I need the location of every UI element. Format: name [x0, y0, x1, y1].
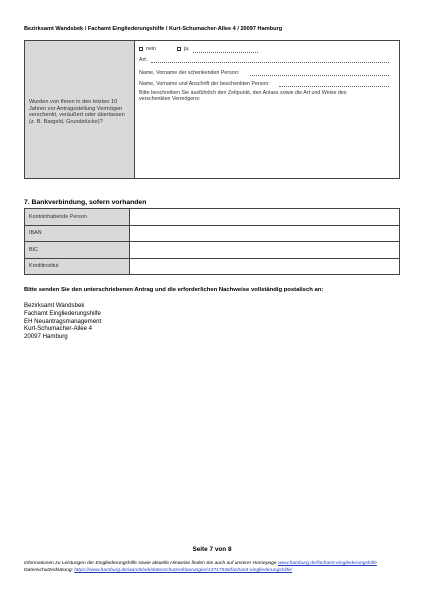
donor-field[interactable]	[250, 75, 389, 76]
bank-name-field[interactable]	[130, 258, 400, 275]
privacy-link[interactable]: https://www.hamburg.de/wandsbek/datenschutzerklaerungen/13717536/fachamt-eingliederungshilfe/	[74, 568, 293, 573]
address-line: Fachamt Eingliederungshilfe	[24, 309, 101, 317]
account-holder-field[interactable]	[130, 209, 400, 226]
option-no-label: nein	[146, 46, 157, 52]
bank-section-heading: 7. Bankverbindung, sofern vorhanden	[24, 199, 147, 206]
footer-info	[24, 561, 377, 566]
table-row	[25, 209, 400, 226]
donor-label: Name, Vorname der schenkenden Person:	[139, 70, 240, 76]
homepage-link[interactable]: www.hamburg.de/fachamt-eingliederungshilfe	[277, 561, 377, 566]
question-cell	[25, 41, 135, 178]
footer-privacy	[24, 568, 292, 573]
art-field[interactable]	[151, 62, 389, 63]
mailing-instruction: Bitte senden Sie den unterschriebenen Antrag und die erforderlichen Nachweise vollständig postalisch an:	[24, 287, 324, 293]
recipient-label: Name, Vorname und Anschrift der beschenkten Person:	[139, 81, 270, 87]
bank-row-label: BIC	[25, 242, 130, 259]
page-number: Seite 7 von 8	[192, 546, 232, 553]
recipient-field[interactable]	[279, 86, 389, 87]
table-row	[25, 258, 400, 275]
question-text: Wurden von Ihnen in den letzten 10 Jahren vor Antragsstellung Vermögen verschenkt, veräußert oder überlassen (z. B. Bargeld, Grundstücke)?	[29, 99, 125, 125]
asset-transfer-question-table	[24, 40, 400, 179]
option-yes-label: ja,	[184, 46, 190, 52]
bic-field[interactable]	[130, 242, 400, 259]
table-row	[25, 225, 400, 242]
footer-info-text: Informationen zu Leistungen der Eingliederungshilfe sowie aktuelle Hinweise finden Sie auch auf unserer Homepage	[24, 561, 277, 566]
address-line: Bezirksamt Wandsbek	[24, 302, 85, 309]
address-line: Kurt-Schumacher-Allee 4	[24, 325, 93, 333]
address-line: 20097 Hamburg	[24, 333, 68, 341]
bank-details-table	[24, 208, 400, 275]
art-label: Art:	[139, 57, 148, 63]
checkbox-yes[interactable]	[177, 47, 181, 51]
bank-row-label: IBAN	[25, 225, 130, 242]
footer-privacy-text: Datenschutzerklärung:	[24, 568, 73, 573]
mailing-address	[24, 302, 101, 341]
document-header: Bezirksamt Wandsbek / Fachamt Eingliederungshilfe / Kurt-Schumacher-Allee 4 / 20097 Hamburg	[24, 26, 283, 32]
table-row	[25, 242, 400, 259]
checkbox-no[interactable]	[139, 47, 143, 51]
bank-row-label: Kontoinhabende Person	[25, 209, 130, 226]
address-line: EH Neuantragsmanagement	[24, 317, 102, 325]
describe-instruction: Bitte beschreiben Sie ausführlich den Zeitpunkt, den Anlass sowie die Art und Weise des verschenkten Vermögens:	[139, 90, 347, 103]
yes-dotted-line	[193, 52, 258, 53]
iban-field[interactable]	[130, 225, 400, 242]
bank-row-label: Kreditinstitut	[25, 258, 130, 275]
